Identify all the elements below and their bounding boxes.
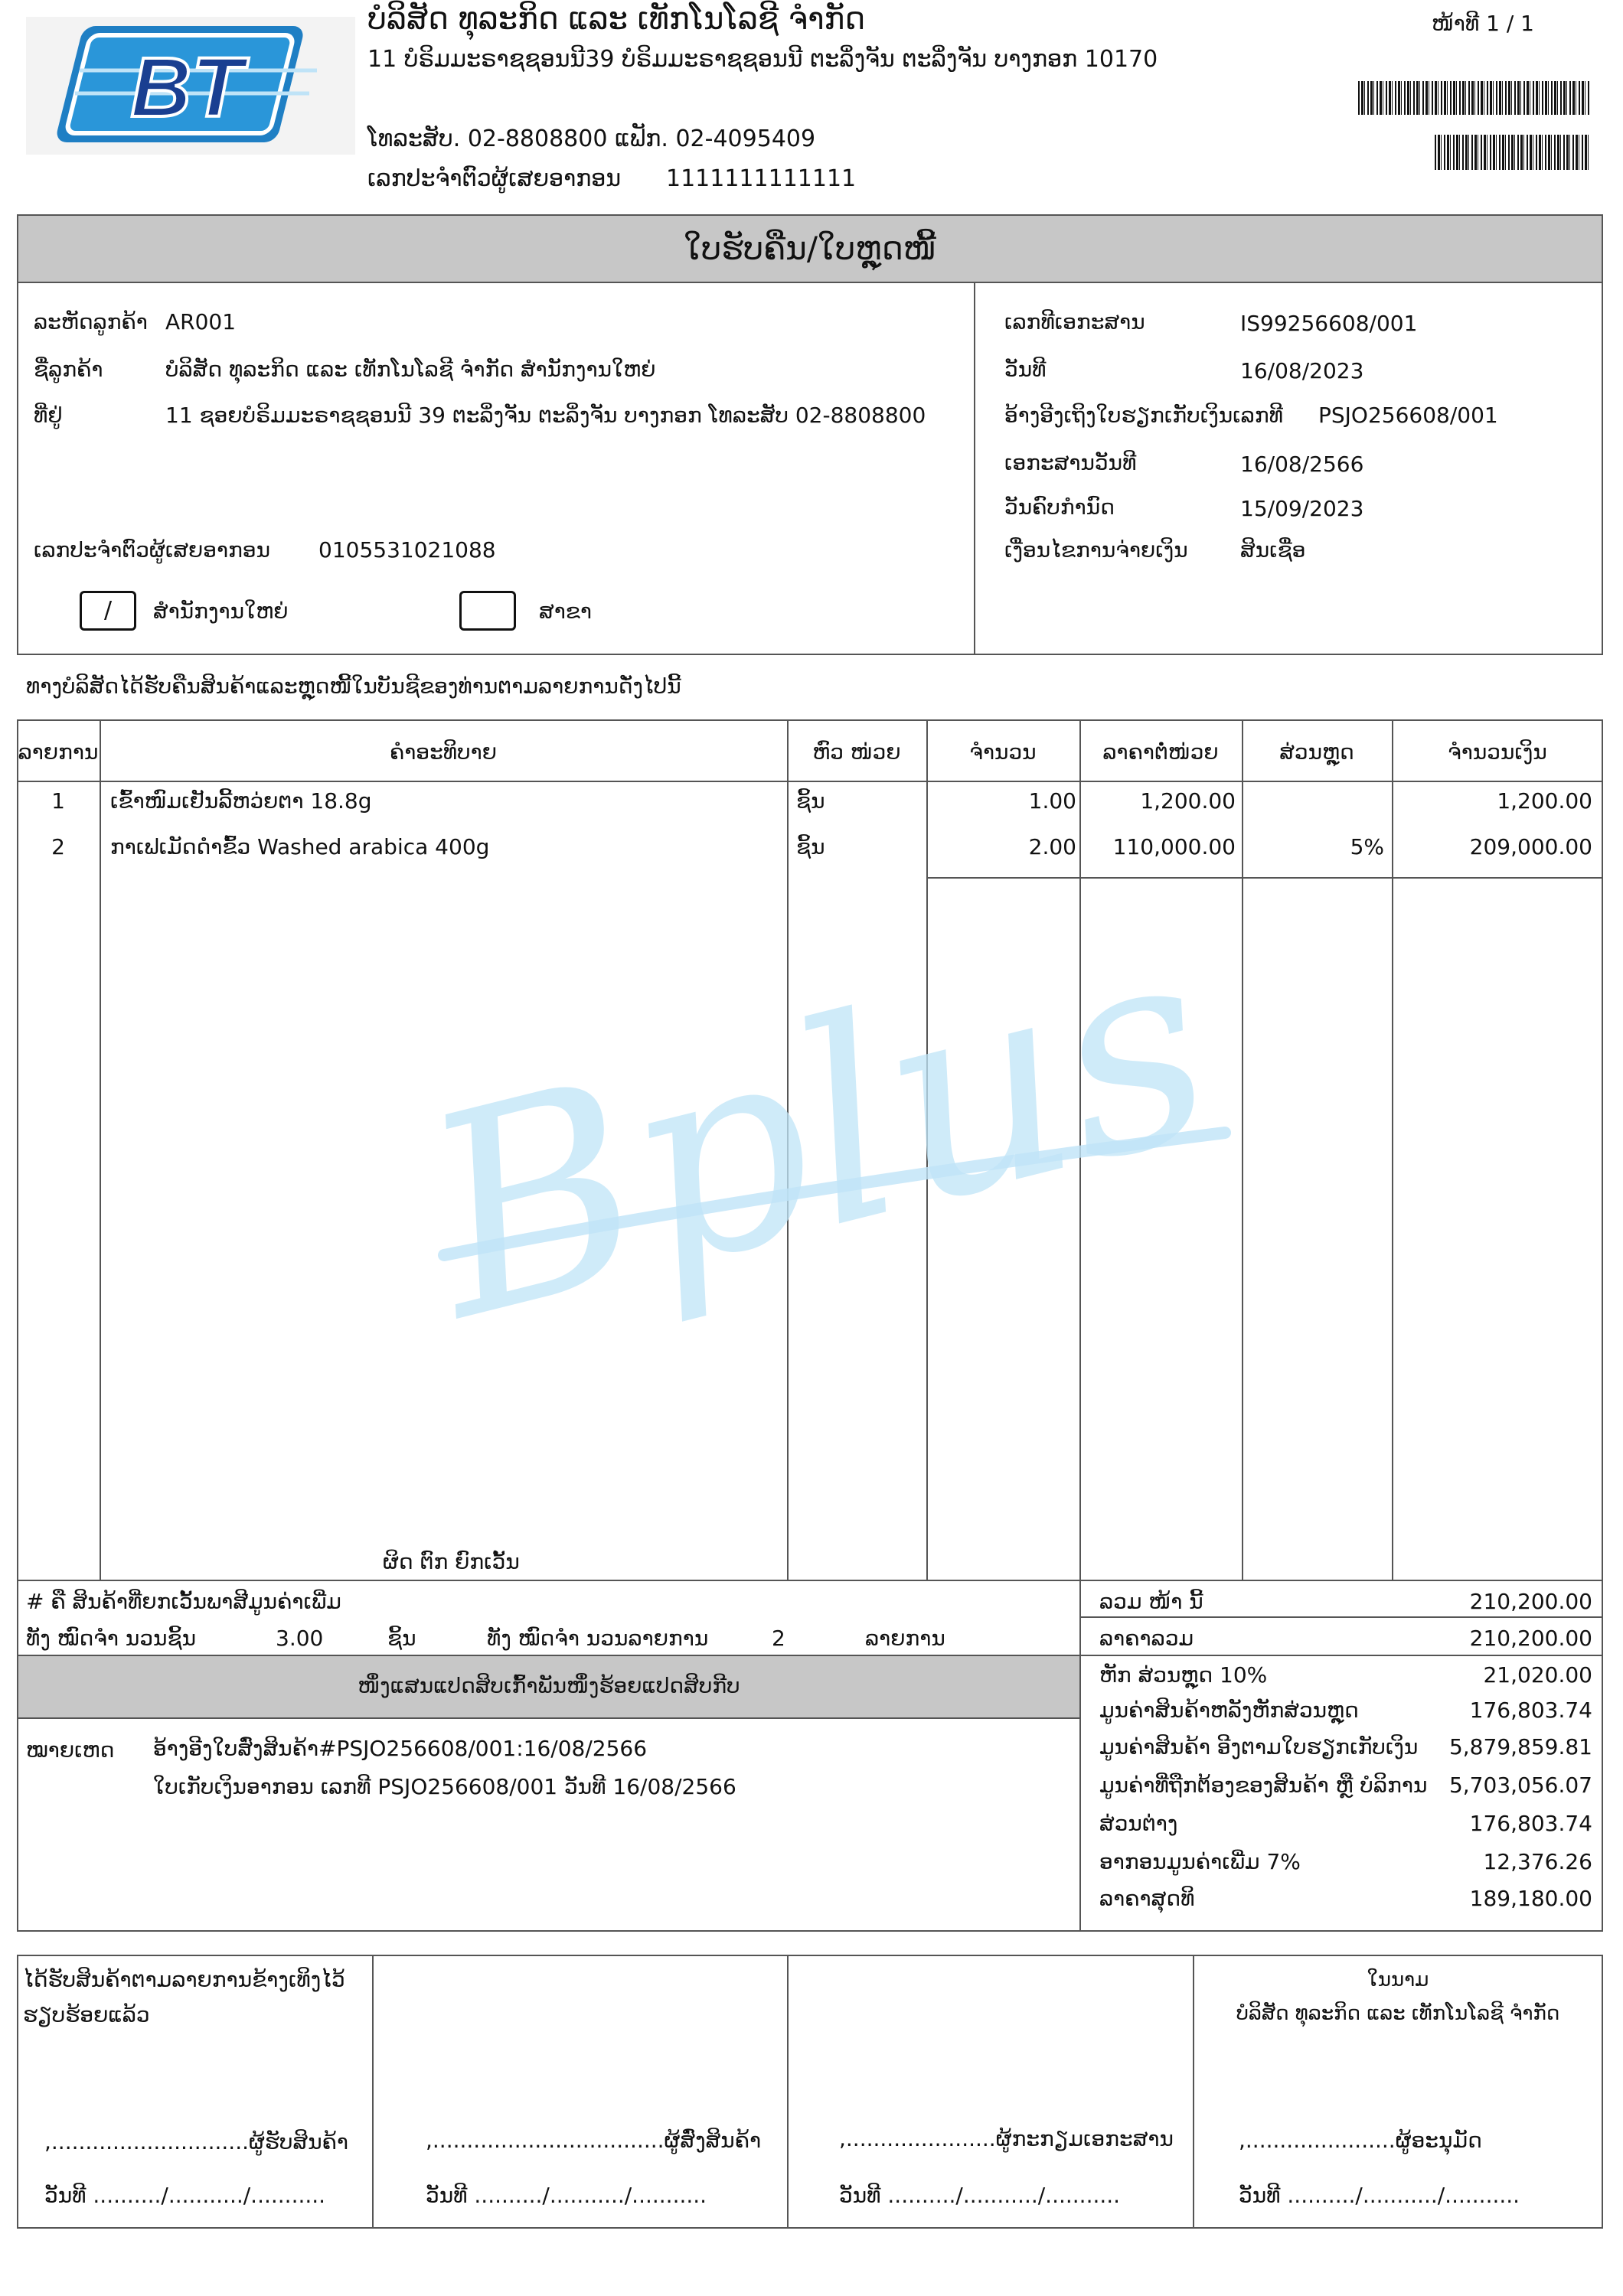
correct-value-label: ມູນຄ່າທີ່ຖືກຕ້ອງຂອງສິນຄ້າ ຫຼື ບໍລິການ [1099,1773,1428,1798]
document-title: ໃບຮັບຄືນ/ໃບຫຼຸດໜີ້ [684,230,936,267]
doc-no: IS99256608/001 [1240,311,1418,336]
branch-label: ສາຂາ [539,598,593,624]
due-date: 15/09/2023 [1240,496,1364,521]
col-header-discount: ສ່ວນຫຼຸດ [1279,739,1354,765]
received-note-2: ຮຽບຮ້ອຍແລ້ວ [23,2002,150,2027]
remark-line-2: ໃບເກັບເງິນອາກອນ ເລກທີ PSJO256608/001 ວັນທີ 16/08/2566 [153,1774,736,1799]
total-qty: 3.00 [276,1626,324,1651]
doc-no-label: ເລກທີເອກະສານ [1004,309,1145,334]
company-logo [26,17,355,155]
net-total-value: 189,180.00 [1469,1886,1592,1911]
preparer-date[interactable]: ວັນທີ ........../.........../........... [839,2183,1121,2208]
row-discount: 5% [1350,834,1384,859]
customer-name: ບໍລິສັດ ທຸລະກິດ ແລະ ເທັກໂນໂລຊີ ຈຳກັດ ສຳນັກງານໃຫຍ່ [165,357,656,382]
company-tax-label: ເລກປະຈຳຕົວຜູ້ເສຍອາກອນ [367,165,622,192]
customer-tax-id: 0105531021088 [318,537,496,563]
barcode-1 [1358,81,1591,115]
difference-label: ສ່ວນຕ່າງ [1099,1811,1178,1836]
ref-doc-date: 16/08/2566 [1240,452,1364,477]
invoice-value-label: ມູນຄ່າສິນຄ້າ ອີງຕາມໃບຮຽກເກັບເງິນ [1099,1734,1419,1760]
payment-terms: ສິນເຊື່ອ [1240,537,1306,563]
errors-excepted-note: ຜິດ ຕົກ ຍົກເວັ້ນ [383,1549,520,1574]
customer-code-label: ລະຫັດລູກຄ້າ [34,309,148,334]
sig-divider-3 [1193,1955,1194,2229]
amount-in-words-bar [18,1655,1079,1719]
col-header-amount: ຈຳນວນເງິນ [1448,739,1547,765]
row-unit: ຊິ້ນ [796,834,825,859]
intro-text: ທາງບໍລິສັດໄດ້ຮັບຄືນສິນຄ້າແລະຫຼຸດໜີ້ໃນບັນຊີຂອງທ່ານຕາມລາຍການດັ່ງໄປນີ້ [26,673,681,699]
row-qty: 2.00 [1028,834,1076,859]
sender-date[interactable]: ວັນທີ ........../.........../........... [426,2183,707,2208]
row-no: 2 [51,834,65,859]
discount-value: 21,020.00 [1483,1662,1592,1688]
doc-date-label: ວັນທີ [1004,357,1047,382]
subtotal-value: 210,200.00 [1469,1626,1592,1651]
subtotal-label: ລາຄາລວມ [1099,1626,1194,1651]
customer-name-label: ຊື່ລູກຄ້າ [34,357,103,382]
page-number: ໜ້າທີ 1 / 1 [1432,11,1534,36]
after-discount-value: 176,803.74 [1469,1698,1592,1723]
vat-exempt-note: # ຄື ສິນຄ້າທີ່ຍກເວັ້ນພາສີມູນຄ່າເພີ່ມ [26,1589,341,1614]
row-description: ກາເຟເມັດດຳຂົ້ວ Washed arabica 400g [110,834,490,859]
company-phone-fax: ໂທລະສັບ. 02-8808800 ແຟັກ. 02-4095409 [367,126,816,152]
barcode-2 [1435,135,1591,170]
bt-logo-icon [26,17,355,155]
col-header-qty: ຈຳນວນ [969,739,1037,765]
summary-right-divider-1 [1079,1616,1603,1618]
total-items-label: ທັງ ໝົດຈຳ ນວນລາຍການ [487,1626,709,1651]
svg-text:BT: BT [130,41,243,135]
col-header-description: ຄຳອະທິບາຍ [390,739,497,765]
row-unit-price: 110,000.00 [1112,834,1236,859]
page-total-label: ລວມ ໜ້າ ນີ້ [1099,1589,1203,1614]
row-unit: ຊິ້ນ [796,788,825,814]
received-note-1: ໄດ້ຮັບສິນຄ້າຕາມລາຍການຂ້າງເທິງໄວ້ [23,1967,345,1992]
col-divider-1 [100,719,101,1581]
payment-terms-label: ເງື່ອນໄຂການຈ່າຍເງິນ [1004,537,1188,563]
row-qty: 1.00 [1028,788,1076,814]
customer-address: 11 ຊອຍບໍຣິມມະຣາຊຊອນນີ 39 ຕະລິ່ງຈັນ ຕະລິ່ງຈັນ ບາງກອກ ໂທລະສັບ 02-8808800 [165,403,926,428]
row-no: 1 [51,788,65,814]
summary-right-divider-2 [1079,1655,1603,1656]
vat-label: ອາກອນມູນຄ່າເພີ່ມ 7% [1099,1849,1301,1874]
due-date-label: ວັນຄົບກຳນົດ [1004,494,1115,520]
approver-signature[interactable]: ,......................ຜູ້ອະນຸມັດ [1239,2128,1482,2153]
branch-checkbox[interactable] [459,591,516,631]
row-amount: 209,000.00 [1469,834,1592,859]
approver-date[interactable]: ວັນທີ ........../.........../........... [1239,2183,1520,2208]
sender-signature[interactable]: ,..................................ຜູ້ສົ່ງສິນຄ້າ [426,2128,762,2153]
ref-label: ອ້າງອີງເຖິງໃບຮຽກເກັບເງິນເລກທີ [1004,403,1283,428]
sig-divider-2 [787,1955,789,2229]
receiver-date[interactable]: ວັນທີ ........../.........../........... [44,2183,326,2208]
col-header-unit-price: ລາຄາຕໍ່ໜ່ວຍ [1102,739,1219,765]
vat-value: 12,376.26 [1483,1849,1592,1874]
page-total-value: 210,200.00 [1469,1589,1592,1614]
ref-doc-date-label: ເອກະສານວັນທີ [1004,450,1137,475]
on-behalf-label: ໃນນາມ [1367,1968,1429,1991]
difference-value: 176,803.74 [1469,1811,1592,1836]
summary-divider [1079,1580,1081,1932]
svg-text:Bplus: Bplus [398,934,1239,1362]
on-behalf-company: ບໍລິສັດ ທຸລະກິດ ແລະ ເທັກໂນໂລຊີ ຈຳກັດ [1236,2002,1560,2025]
company-name: ບໍລິສັດ ທຸລະກິດ ແລະ ເທັກໂນໂລຊີ ຈຳກັດ [367,2,866,37]
customer-tax-label: ເລກປະຈຳຕົວຜູ້ເສຍອາກອນ [34,537,271,563]
net-total-label: ລາຄາສຸດທິ [1099,1886,1195,1911]
row-amount: 1,200.00 [1497,788,1592,814]
doc-date: 16/08/2023 [1240,358,1364,383]
total-qty-label: ທັງ ໝົດຈຳ ນວນຊິ້ນ [26,1626,197,1651]
total-items-unit: ລາຍການ [865,1626,945,1651]
receiver-signature[interactable]: ,.............................ຜູ້ຮັບສິນຄ້າ [44,2129,349,2154]
ref-no: PSJO256608/001 [1318,403,1498,428]
correct-value: 5,703,056.07 [1448,1773,1592,1798]
col-header-no: ລາຍການ [18,739,99,765]
total-qty-unit: ຊິ້ນ [387,1626,416,1651]
remark-label: ໝາຍເຫດ [26,1737,115,1763]
after-discount-label: ມູນຄ່າສິນຄ້າຫລັງຫັກສ່ວນຫຼຸດ [1099,1698,1359,1723]
total-items: 2 [772,1626,785,1651]
sig-divider-1 [372,1955,374,2229]
rows-end-line [926,877,1603,879]
amount-in-words: ໜຶ່ງແສນແປດສິບເກົ້າພັນໜຶ່ງຮ້ອຍແປດສິບກີບ [358,1673,740,1698]
bplus-watermark [398,934,1256,1362]
head-office-label: ສຳນັກງານໃຫຍ່ [153,598,289,624]
document-title-bar [17,214,1603,283]
discount-label: ຫັກ ສ່ວນຫຼຸດ 10% [1099,1662,1268,1688]
customer-address-label: ທີ່ຢູ່ [34,403,63,428]
row-unit-price: 1,200.00 [1140,788,1236,814]
invoice-value: 5,879,859.81 [1448,1734,1592,1760]
items-header-divider [17,781,1603,782]
remark-line-1: ອ້າງອີງໃບສົ່ງສິນຄ້າ#PSJO256608/001:16/08/2566 [153,1736,648,1761]
row-description: ເຂົ້າໜົມເຢັນລີ້ຫວ່ຍຕາ 18.8g [110,788,372,814]
company-tax-id: 1111111111111 [666,165,857,192]
col-header-unit: ຫົວ ໜ່ວຍ [812,739,901,765]
info-divider [974,282,975,655]
company-address: 11 ບໍຣິມມະຣາຊຊອນນີ39 ບໍຣິມມະຣາຊຊອນນີ ຕະລິ່ງຈັນ ຕະລິ່ງຈັນ ບາງກອກ 10170 [367,46,1158,73]
customer-code: AR001 [165,309,237,334]
preparer-signature[interactable]: ,......................ຜູ້ກະກຽມເອກະສານ [839,2126,1174,2151]
head-office-checkbox[interactable]: / [80,591,136,631]
watermark-graphic [398,934,1256,1362]
